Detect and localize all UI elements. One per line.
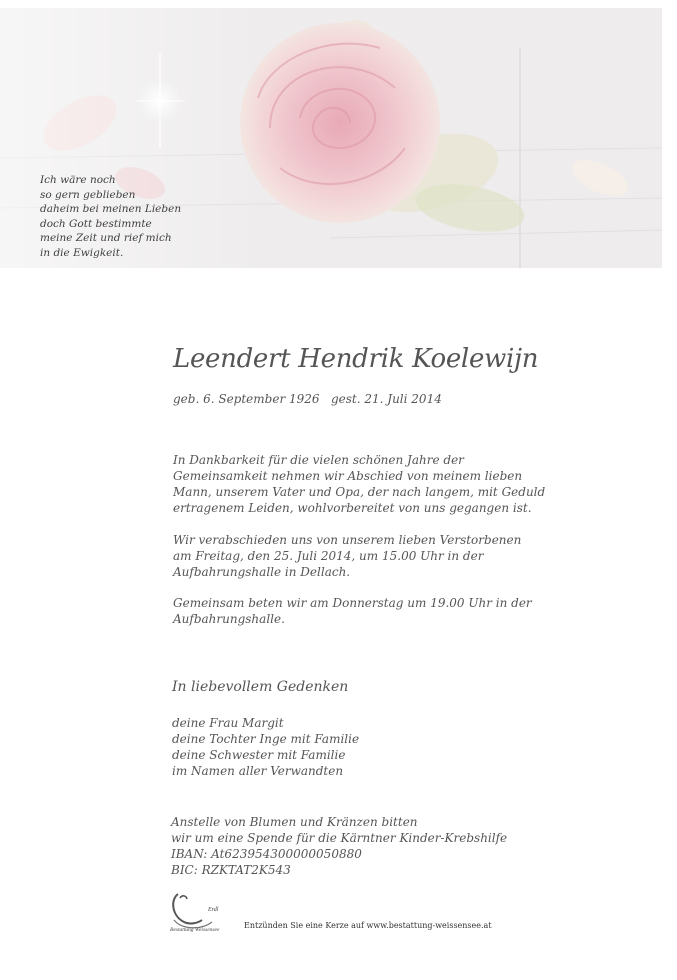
donation-line: BIC: RZKTAT2K543	[171, 863, 291, 877]
mourner-line: deine Frau Margit	[172, 716, 284, 730]
paragraph-line: Gemeinsam beten wir am Donnerstag um 19.00 Uhr in der	[173, 596, 532, 610]
logo-bottom-text: Bestattung Weissensee	[170, 927, 220, 933]
mourner-line: im Namen aller Verwandten	[172, 764, 344, 778]
prayer-paragraph	[173, 595, 532, 627]
donation-paragraph	[171, 814, 507, 878]
memory-heading: In liebevollem Gedenken	[172, 679, 349, 695]
paragraph-line: Mann, unserem Vater und Opa, der nach langem, mit Geduld	[173, 485, 546, 499]
swan-icon	[168, 890, 238, 934]
donation-line: IBAN: At623954300000050880	[171, 847, 362, 861]
donation-line: wir um eine Spende für die Kärntner Kinder-Krebshilfe	[171, 831, 508, 845]
gratitude-paragraph	[173, 452, 545, 516]
mourner-line: deine Tochter Inge mit Familie	[172, 732, 360, 746]
poem-line: doch Gott bestimmte	[40, 217, 152, 230]
paragraph-line: Gemeinsamkeit nehmen wir Abschied von meinem lieben	[173, 469, 523, 483]
paragraph-line: Aufbahrungshalle in Dellach.	[173, 565, 351, 579]
donation-line: Anstelle von Blumen und Kränzen bitten	[171, 815, 418, 829]
poem-line: meine Zeit und rief mich	[40, 232, 172, 245]
paragraph-line: Aufbahrungshalle.	[173, 612, 285, 626]
logo-top-text: Erdl	[208, 907, 219, 913]
candle-link-note[interactable]: Entzünden Sie eine Kerze auf www.bestattung-weissensee.at	[244, 921, 492, 930]
funeral-home-logo	[168, 890, 238, 934]
mourners-list	[172, 715, 359, 779]
farewell-paragraph	[173, 532, 521, 580]
deceased-name: Leendert Hendrik Koelewijn	[173, 344, 539, 374]
paragraph-line: In Dankbarkeit für die vielen schönen Jahre der	[173, 453, 464, 467]
poem-line: in die Ewigkeit.	[40, 246, 124, 259]
poem	[40, 173, 181, 261]
paragraph-line: am Freitag, den 25. Juli 2014, um 15.00 Uhr in der	[173, 549, 484, 563]
poem-line: daheim bei meinen Lieben	[40, 203, 182, 216]
poem-line: Ich wäre noch	[40, 174, 116, 186]
poem-line: so gern geblieben	[40, 188, 136, 201]
paragraph-line: ertragenem Leiden, wohlvorbereitet von uns gegangen ist.	[173, 501, 532, 515]
paragraph-line: Wir verabschieden uns von unserem lieben Verstorbenen	[173, 533, 522, 547]
life-dates: geb. 6. September 1926 gest. 21. Juli 2014	[173, 392, 442, 406]
mourner-line: deine Schwester mit Familie	[172, 748, 346, 762]
